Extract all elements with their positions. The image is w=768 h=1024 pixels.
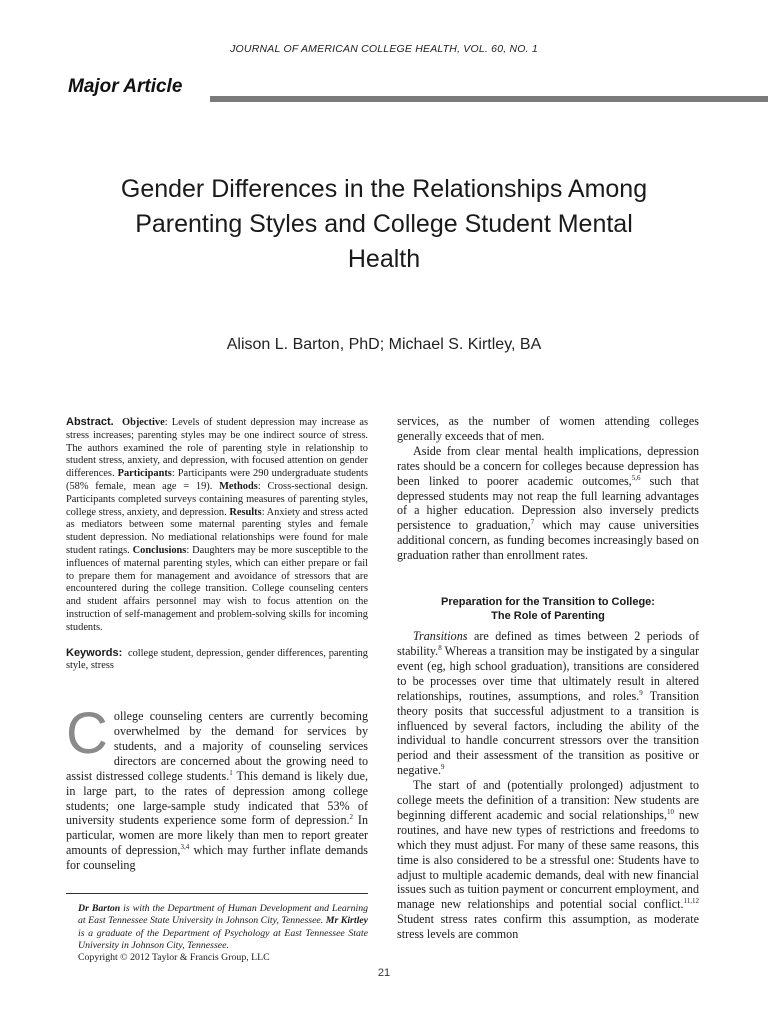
section-label: Major Article	[68, 76, 183, 97]
footnote-text: is with the Department of Human Development and Learning at East Tennessee State University in Johnson City, Tennessee.	[78, 903, 368, 927]
paragraph-text: Transition theory posits that successful adjustment to a transition is influenced by several factors, including the ability of the individual to handle concurrent stressors over the transition period and their assessment of the transition as positive or negative.	[397, 688, 699, 778]
drop-cap: C	[66, 701, 108, 767]
citation: 11,12	[683, 897, 699, 906]
keywords	[66, 647, 368, 674]
conclusions-label: Conclusions	[132, 544, 187, 556]
paragraph-text: Whereas a transition may be instigated by a singular event (eg, high school graduation), transitions are considered to be processes over time that ultimately result in altered relationships, routines, assumptions, and roles.	[397, 643, 699, 703]
intro-text: This demand is likely due, in large part, to the rates of depression among college students; one large-sample study indicated that 53% of university students experience some form of depression.	[66, 768, 368, 828]
results-text: : Anxiety and stress acted as mediators between some maternal parenting styles and female student depression. No mediational relationships were found for male student ratings.	[66, 506, 368, 556]
footnote-name: Dr Barton	[78, 903, 121, 915]
results-label: Results	[229, 506, 262, 518]
footnote-name: Mr Kirtley	[325, 915, 368, 927]
author-footnote	[66, 893, 368, 964]
citation: 2	[349, 813, 354, 822]
paragraph: services, as the number of women attending colleges generally exceeds that of men.	[397, 414, 699, 443]
title-line: Gender Differences in the Relationships Among	[120, 175, 648, 203]
citation: 3,4	[180, 843, 190, 852]
title-line: Parenting Styles and College Student Mental	[135, 210, 633, 238]
heading-line: The Role of Parenting	[491, 610, 605, 623]
abstract-label: Abstract.	[66, 416, 114, 428]
citation: 9	[639, 688, 643, 697]
citation: 10	[667, 807, 675, 816]
paragraph	[397, 778, 699, 942]
copyright: Copyright © 2012 Taylor & Francis Group, LLC	[78, 951, 270, 963]
journal-header: JOURNAL OF AMERICAN COLLEGE HEALTH, VOL. 60, NO. 1	[230, 43, 538, 55]
paragraph-text: Student stress rates confirm this assumption, as moderate stress levels are common	[397, 912, 699, 942]
citation: 8	[438, 643, 442, 652]
citation: 7	[530, 518, 535, 527]
intro-text: ollege counseling centers are currently becoming overwhelmed by the demand for services by students, and a majority of counseling services directors are concerned about the growing need to assist distressed college students.	[66, 709, 368, 783]
right-column	[397, 414, 699, 942]
methods-text: : Cross-sectional design. Participants completed surveys containing measures of parenting styles, college stress, anxiety, and depression.	[66, 480, 368, 518]
footnote-text: is a graduate of the Department of Psychology at East Tennessee State University in Johnson City, Tennessee.	[78, 927, 368, 951]
intro-paragraph	[66, 701, 368, 873]
intro-text: which may further inflate demands for counseling	[66, 843, 368, 873]
objective-text: : Levels of student depression may increase as stress increases; parenting styles may be one indirect source of stress. The authors examined the role of parenting style in relationship to student stress, anxiety, and depression, with focused attention on gender differences.	[66, 417, 368, 480]
author-line: Alison L. Barton, PhD; Michael S. Kirtley, BA	[226, 336, 542, 353]
section-rule	[210, 96, 768, 102]
keywords-label: Keywords:	[66, 646, 123, 659]
heading-line: Preparation for the Transition to College:	[441, 596, 655, 609]
paragraph	[397, 629, 699, 778]
abstract	[66, 416, 368, 635]
page-number: 21	[377, 967, 391, 979]
article-title	[60, 172, 708, 277]
title-line: Health	[347, 245, 421, 273]
keywords-text: college student, depression, gender differences, parenting style, stress	[66, 647, 368, 672]
participants-label: Participants	[117, 468, 172, 480]
section-heading	[397, 595, 699, 623]
paragraph-text: such that depressed students may not reap the full learning advantages of a higher education. Depression also inversely predicts persistence to graduation,	[397, 473, 699, 533]
left-column	[66, 416, 368, 964]
defined-term: Transitions	[413, 629, 468, 644]
paragraph-text: are defined as times between 2 periods of stability.	[397, 629, 699, 658]
methods-label: Methods	[219, 480, 258, 492]
paragraph-text: Aside from clear mental health implications, depression rates should be a concern for colleges because depression has been linked to poorer academic outcomes,	[397, 443, 699, 488]
paragraph-text: new routines, and have new types of restrictions and freedoms to which they must adjust. For many of these same reasons, this time is also considered to be a stressful one: Students have to adjust to multiple academic demands, deal with new financial issues such as tuition payment or concurrent employment, and manage new relationships and potential social conflict.	[397, 807, 699, 912]
citation: 5,6	[631, 473, 641, 482]
paragraph-text: which may cause universities additional concern, as funding becomes increasingly based on graduation rather than enrollment rates.	[397, 518, 699, 563]
paragraph-text: The start of and (potentially prolonged) adjustment to college meets the definition of a transition: New students are beginning different academic and social relationships,	[397, 778, 699, 822]
conclusions-text: : Daughters may be more susceptible to the influences of maternal parenting styles, which can either prepare or fail to prepare them for management and avoidance of stressors that are encountered during the college transition. College counseling centers and student affairs personnel may wish to focus attention on the instruction of self-management and problem-solving skills for incoming students.	[66, 544, 368, 633]
intro-text: In particular, women are more likely than men to report greater amounts of depression,	[66, 813, 368, 858]
citation: 9	[441, 763, 445, 772]
citation: 1	[229, 768, 233, 777]
paragraph	[397, 444, 699, 563]
participants-text: : Participants were 290 undergraduate students (58% female, mean age = 19).	[66, 468, 368, 492]
objective-label: Objective	[121, 417, 165, 428]
